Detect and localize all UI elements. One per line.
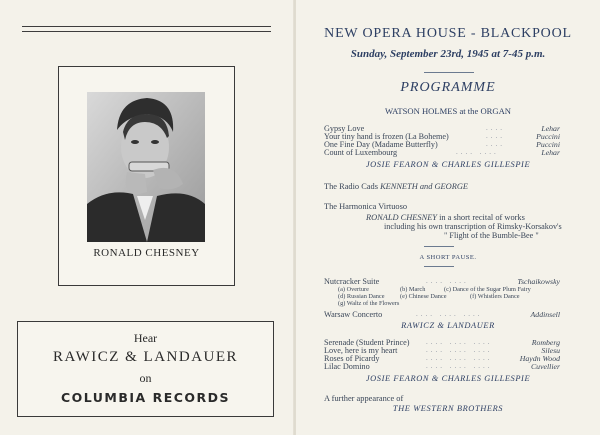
recital-line-3: " Flight of the Bumble-Bee ": [444, 231, 539, 240]
song-title: One Fine Day (Madame Butterfly): [324, 140, 438, 149]
further-line: A further appearance of: [324, 394, 404, 403]
nutcracker-composer: Tschaikowsky: [517, 277, 560, 286]
song-title: Love, here is my heart: [324, 346, 398, 355]
song-composer: Cuvellier: [530, 362, 560, 371]
movement: (d) Russian Dance: [338, 293, 385, 300]
leader-dots: ....: [486, 140, 505, 148]
leader-dots: .... .... ....: [426, 362, 493, 370]
cads-names: KENNETH and GEORGE: [380, 182, 468, 191]
song-composer: Puccini: [536, 132, 560, 141]
warsaw-title: Warsaw Concerto: [324, 310, 383, 319]
divider: [424, 246, 454, 247]
cads-prefix: The Radio Cads: [324, 182, 378, 191]
recital-text: in a short recital of works: [439, 213, 525, 222]
leader-dots: .... .... ....: [426, 338, 493, 346]
song-composer: Lehar: [541, 148, 560, 157]
leader-dots: .... .... ....: [426, 354, 493, 362]
movement: (g) Waltz of the Flowers: [338, 300, 400, 307]
western-brothers: THE WESTERN BROTHERS: [392, 404, 504, 413]
movement: (a) Overture: [338, 286, 369, 293]
divider: [424, 72, 474, 73]
song-title: Count of Luxembourg: [324, 148, 398, 157]
divider: [424, 266, 454, 267]
pause-line: A SHORT PAUSE.: [419, 254, 477, 261]
venue-title: NEW OPERA HOUSE - BLACKPOOL: [324, 26, 572, 41]
cads-line: [324, 182, 468, 191]
song-composer: Lehar: [541, 124, 560, 133]
artists-line: RAWICZ & LANDAUER: [401, 321, 495, 330]
leader-dots: .... .... ....: [426, 346, 493, 354]
song-title: Gypsy Love: [324, 124, 365, 133]
movement: (c) Dance of the Sugar Plum Fairy: [444, 286, 531, 293]
song-title: Serenade (Student Prince): [324, 338, 410, 347]
song-composer: Romberg: [531, 338, 560, 347]
columbia-ad: [17, 321, 274, 417]
harmonica-line: The Harmonica Virtuoso: [324, 202, 408, 211]
photo-caption: RONALD CHESNEY: [93, 247, 200, 259]
recital-name: RONALD CHESNEY: [366, 213, 437, 222]
nutcracker-title: Nutcracker Suite: [324, 277, 380, 286]
leader-dots: .... ....: [426, 277, 469, 285]
movement: (e) Chinese Dance: [400, 293, 447, 300]
ad-hear: Hear: [133, 331, 158, 345]
right-page: [296, 0, 600, 435]
artists-line: JOSIE FEARON & CHARLES GILLESPIE: [365, 374, 531, 383]
double-rule: [22, 26, 271, 32]
ad-on: on: [139, 371, 152, 385]
recital-line: [366, 213, 525, 222]
warsaw-composer: Addinsell: [530, 310, 560, 319]
organ-line: WATSON HOLMES at the ORGAN: [384, 106, 512, 116]
photo-frame: [58, 66, 235, 286]
song-title: Your tiny hand is frozen (La Boheme): [324, 132, 449, 141]
event-date: Sunday, September 23rd, 1945 at 7-45 p.m.: [350, 48, 546, 60]
ad-artists: RAWICZ & LANDAUER: [52, 349, 239, 365]
programme-heading: PROGRAMME: [400, 80, 496, 95]
song-composer: Haydn Wood: [519, 354, 560, 363]
movement: (b) March: [400, 286, 426, 293]
left-page: [0, 0, 294, 435]
leader-dots: .... ....: [456, 148, 499, 156]
song-composer: Puccini: [536, 140, 560, 149]
song-title: Roses of Picardy: [324, 354, 380, 363]
leader-dots: .... .... ....: [416, 310, 483, 318]
leader-dots: ....: [486, 132, 505, 140]
recital-line-2: including his own transcription of Rimsky-Korsakov's: [384, 222, 562, 231]
leader-dots: ....: [486, 124, 505, 132]
portrait-photo: [87, 92, 205, 242]
movement: (f) Whistlers Dance: [470, 293, 520, 300]
ad-label: COLUMBIA RECORDS: [60, 390, 231, 405]
artists-line: JOSIE FEARON & CHARLES GILLESPIE: [365, 160, 531, 169]
song-composer: Silesu: [541, 346, 560, 355]
song-title: Lilac Domino: [324, 362, 370, 371]
portrait-image: [87, 92, 205, 242]
